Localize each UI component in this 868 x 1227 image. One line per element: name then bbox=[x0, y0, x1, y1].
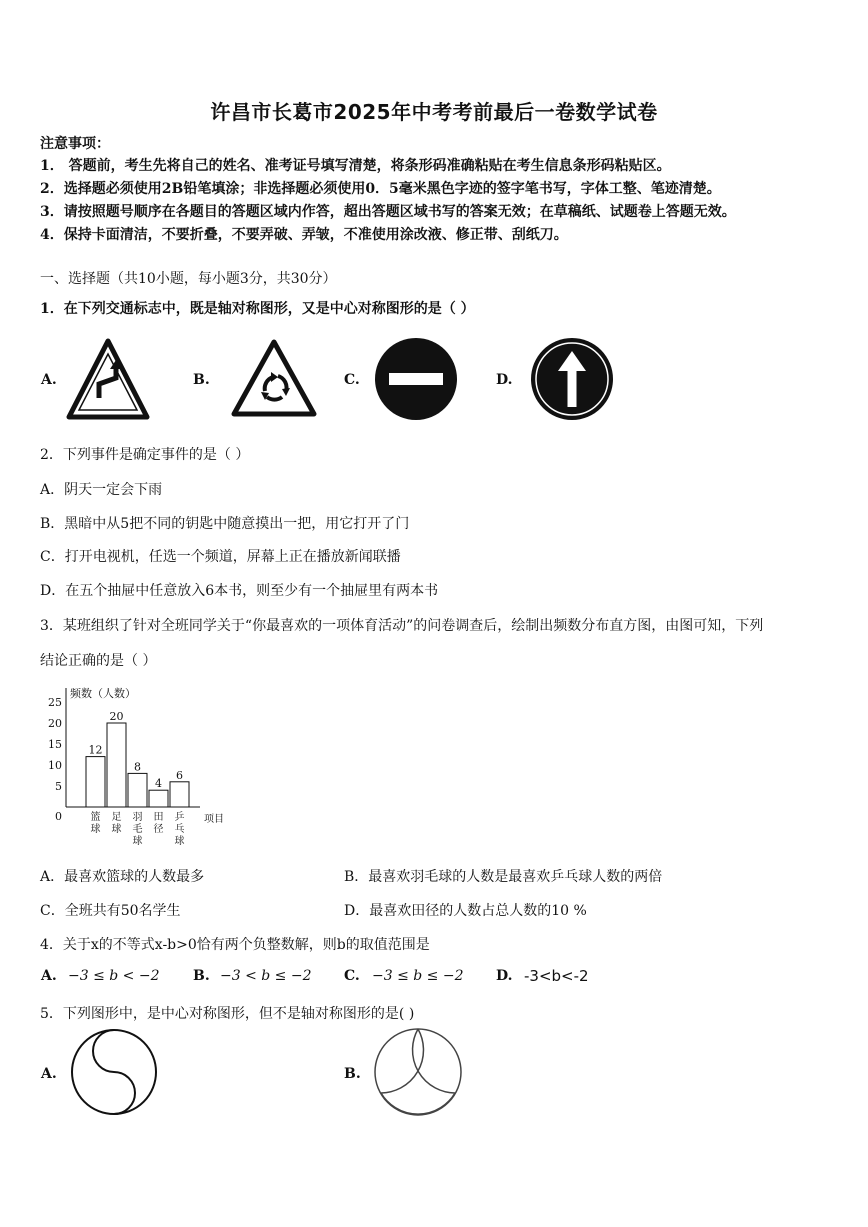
y-tick-label: 10 bbox=[48, 759, 62, 772]
q4-option-c-label: C. bbox=[344, 968, 360, 984]
bar bbox=[170, 782, 189, 807]
bar bbox=[128, 773, 147, 807]
note-item-4: 4．保持卡面清洁，不要折叠，不要弄破、弄皱，不准使用涂改液、修正带、刮纸刀。 bbox=[40, 227, 568, 243]
y-tick-label: 20 bbox=[48, 717, 62, 730]
x-tick-label: 篮 bbox=[90, 812, 101, 823]
x-tick-label: 毛 bbox=[132, 824, 143, 835]
data-label: 6 bbox=[176, 768, 183, 782]
y-tick-label: 5 bbox=[55, 780, 62, 793]
yin-yang-figure-icon bbox=[69, 1028, 159, 1116]
frequency-histogram-chart bbox=[40, 682, 240, 854]
q4-option-c: −3 ≤ b ≤ −2 bbox=[372, 968, 464, 984]
bar bbox=[149, 790, 168, 807]
q1-option-b-label: B. bbox=[193, 372, 210, 388]
q2-option-a: A．阴天一定会下雨 bbox=[40, 482, 163, 498]
q4-option-b-label: B. bbox=[193, 968, 210, 984]
q4-option-b: −3 < b ≤ −2 bbox=[220, 968, 312, 984]
q1-option-a-label: A. bbox=[41, 372, 57, 388]
bar bbox=[86, 757, 105, 807]
page-title: 许昌市长葛市2025年中考考前最后一卷数学试卷 bbox=[210, 100, 658, 124]
x-axis-label: 项目 bbox=[204, 814, 224, 825]
q5-option-a-label: A. bbox=[41, 1066, 57, 1082]
data-label: 12 bbox=[88, 743, 103, 757]
question-3-stem-line2: 结论正确的是（ ） bbox=[40, 653, 157, 669]
straight-ahead-sign-icon bbox=[530, 337, 614, 421]
note-item-2: 2．选择题必须使用2B铅笔填涂；非选择题必须使用0．5毫米黑色字迹的签字笔书写，字体工整、笔迹清楚。 bbox=[40, 181, 721, 197]
data-label: 4 bbox=[155, 777, 162, 791]
x-tick-label: 足 bbox=[111, 812, 122, 823]
section-heading: 一、选择题（共10小题，每小题3分，共30分） bbox=[40, 271, 337, 287]
no-entry-sign-icon bbox=[374, 337, 458, 421]
x-tick-label: 乓 bbox=[174, 824, 185, 835]
q2-option-d: D．在五个抽屉中任意放入6本书，则至少有一个抽屉里有两本书 bbox=[40, 583, 439, 599]
x-tick-label: 径 bbox=[153, 824, 164, 835]
note-item-3: 3．请按照题号顺序在各题目的答题区域内作答，超出答题区域书写的答案无效；在草稿纸、试题卷上答题无效。 bbox=[40, 204, 736, 220]
q3-option-d: D．最喜欢田径的人数占总人数的10 % bbox=[344, 903, 587, 919]
y-tick-label: 15 bbox=[48, 738, 62, 751]
q4-option-d-label: D. bbox=[496, 968, 513, 984]
y-tick-label: 0 bbox=[55, 810, 62, 823]
x-tick-label: 球 bbox=[132, 836, 143, 847]
data-label: 8 bbox=[134, 760, 141, 774]
question-1-stem: 1．在下列交通标志中，既是轴对称图形，又是中心对称图形的是（ ） bbox=[40, 301, 475, 317]
x-tick-label: 球 bbox=[174, 836, 185, 847]
question-5-stem: 5．下列图形中，是中心对称图形，但不是轴对称图形的是( ) bbox=[40, 1006, 415, 1022]
x-tick-label: 球 bbox=[90, 824, 101, 835]
y-tick-label: 25 bbox=[48, 696, 62, 709]
question-2-stem: 2．下列事件是确定事件的是（ ） bbox=[40, 447, 250, 463]
x-tick-label: 田 bbox=[153, 812, 164, 823]
q2-option-c: C．打开电视机，任选一个频道，屏幕上正在播放新闻联播 bbox=[40, 549, 401, 565]
x-tick-label: 羽 bbox=[132, 812, 143, 823]
double-bend-sign-icon bbox=[66, 338, 150, 420]
question-3-stem-line1: 3．某班组织了针对全班同学关于“你最喜欢的一项体育活动”的问卷调查后，绘制出频数分布直方图，由图可知，下列 bbox=[40, 618, 764, 634]
q5-option-b-label: B. bbox=[344, 1066, 361, 1082]
roundabout-sign-icon bbox=[231, 339, 317, 417]
q4-option-a: −3 ≤ b < −2 bbox=[68, 968, 160, 984]
q2-option-b: B．黑暗中从5把不同的钥匙中随意摸出一把，用它打开了门 bbox=[40, 516, 410, 532]
three-arcs-circle-figure-icon bbox=[371, 1026, 465, 1118]
q3-option-b: B．最喜欢羽毛球的人数是最喜欢乒乓球人数的两倍 bbox=[344, 869, 663, 885]
q4-option-a-label: A. bbox=[41, 968, 57, 984]
q1-option-c-label: C. bbox=[344, 372, 360, 388]
q3-option-a: A．最喜欢篮球的人数最多 bbox=[40, 869, 205, 885]
x-tick-label: 乒 bbox=[174, 812, 185, 823]
notes-heading: 注意事项： bbox=[40, 136, 110, 152]
y-axis-label: 频数（人数） bbox=[70, 687, 136, 700]
data-label: 20 bbox=[109, 710, 124, 723]
question-4-stem: 4．关于x的不等式x-b>0恰有两个负整数解，则b的取值范围是 bbox=[40, 937, 430, 953]
x-tick-label: 球 bbox=[111, 824, 122, 835]
q3-option-c: C．全班共有50名学生 bbox=[40, 903, 181, 919]
bar bbox=[107, 723, 126, 807]
q4-option-d: -3<b<-2 bbox=[524, 967, 589, 985]
note-item-1: 1． 答题前，考生先将自己的姓名、准考证号填写清楚，将条形码准确粘贴在考生信息条形码粘贴区。 bbox=[40, 158, 671, 174]
q1-option-d-label: D. bbox=[496, 372, 513, 388]
